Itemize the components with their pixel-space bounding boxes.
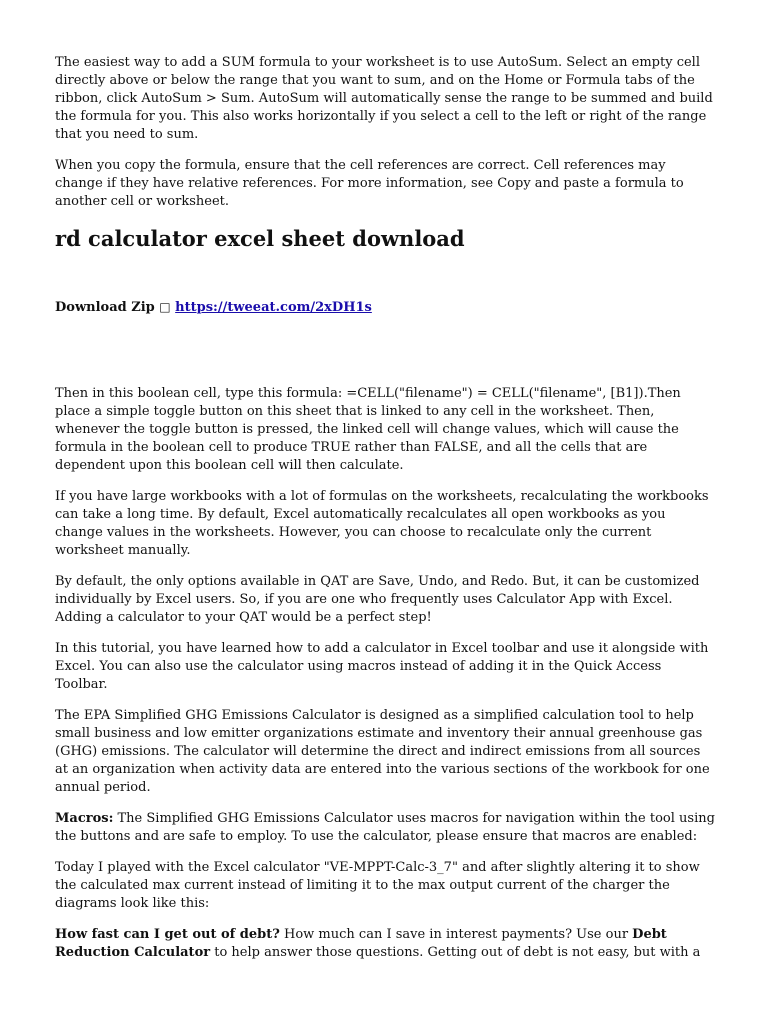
paragraph-boolean-cell: Then in this boolean cell, type this formula: =CELL("filename") = CELL("filename", [B1]).Then place a simple toggle button on this sheet that is linked to any cell in the worksheet. Then, whenever the toggle button is pressed, the linked cell will change values, which will cause the formula in the boolean cell to produce TRUE rather than FALSE, and all the cells that are dependent upon this boolean cell will then calculate.	[55, 386, 681, 473]
debt-text-1: How much can I save in interest payments? Use our	[279, 927, 633, 942]
missing-glyph-icon: □	[159, 300, 171, 314]
download-line	[55, 298, 717, 317]
download-label: Download Zip	[55, 300, 155, 315]
paragraph-mppt: Today I played with the Excel calculator "VE-MPPT-Calc-3_7" and after slightly altering it to show the calculated max current instead of limiting it to the max output current of the charger the diagrams look like this:	[55, 860, 700, 911]
paragraph-qat: By default, the only options available in QAT are Save, Undo, and Redo. But, it can be customized individually by Excel users. So, if you are one who frequently uses Calculator App with Excel. Adding a calculator to your QAT would be a perfect step!	[55, 574, 700, 625]
paragraph-copy-formula: When you copy the formula, ensure that the cell references are correct. Cell references may change if they have relative references. For more information, see Copy and paste a formula to another cell or worksheet.	[55, 158, 684, 209]
document-page	[55, 54, 717, 975]
debt-text-2: to help answer those questions. Getting out of debt is not easy, but with a	[210, 945, 701, 960]
page-heading: rd calculator excel sheet download	[55, 226, 465, 251]
debt-question: How fast can I get out of debt?	[55, 927, 280, 942]
paragraph-epa: The EPA Simplified GHG Emissions Calculator is designed as a simplified calculation tool to help small business and low emitter organizations estimate and inventory their annual greenhouse gas (GHG) emissions. The calculator will determine the direct and indirect emissions from all sources at an organization when activity data are entered into the various sections of the workbook for one annual period.	[55, 708, 710, 795]
spacer	[55, 317, 717, 385]
paragraph-autosum: The easiest way to add a SUM formula to your worksheet is to use AutoSum. Select an empty cell directly above or below the range that you want to sum, and on the Home or Formula tabs of the ribbon, click AutoSum > Sum. AutoSum will automatically sense the range to be summed and build the formula for you. This also works horizontally if you select a cell to the left or right of the range that you need to sum.	[55, 55, 713, 142]
paragraph-macros	[55, 810, 717, 846]
debt-calculator-name: Debt Reduction Calculator	[55, 927, 667, 960]
download-link[interactable]: https://tweeat.com/2xDH1s	[175, 300, 372, 315]
macros-text: The Simplified GHG Emissions Calculator uses macros for navigation within the tool using the buttons and are safe to employ. To use the calculator, please ensure that macros are enabled:	[55, 811, 715, 844]
paragraph-debt	[55, 926, 717, 962]
macros-label: Macros:	[55, 811, 114, 826]
paragraph-tutorial: In this tutorial, you have learned how to add a calculator in Excel toolbar and use it alongside with Excel. You can also use the calculator using macros instead of adding it in the Quick Access Toolbar.	[55, 641, 709, 692]
paragraph-large-workbooks: If you have large workbooks with a lot of formulas on the worksheets, recalculating the workbooks can take a long time. By default, Excel automatically recalculates all open workbooks as you change values in the worksheets. However, you can choose to recalculate only the current worksheet manually.	[55, 489, 709, 558]
